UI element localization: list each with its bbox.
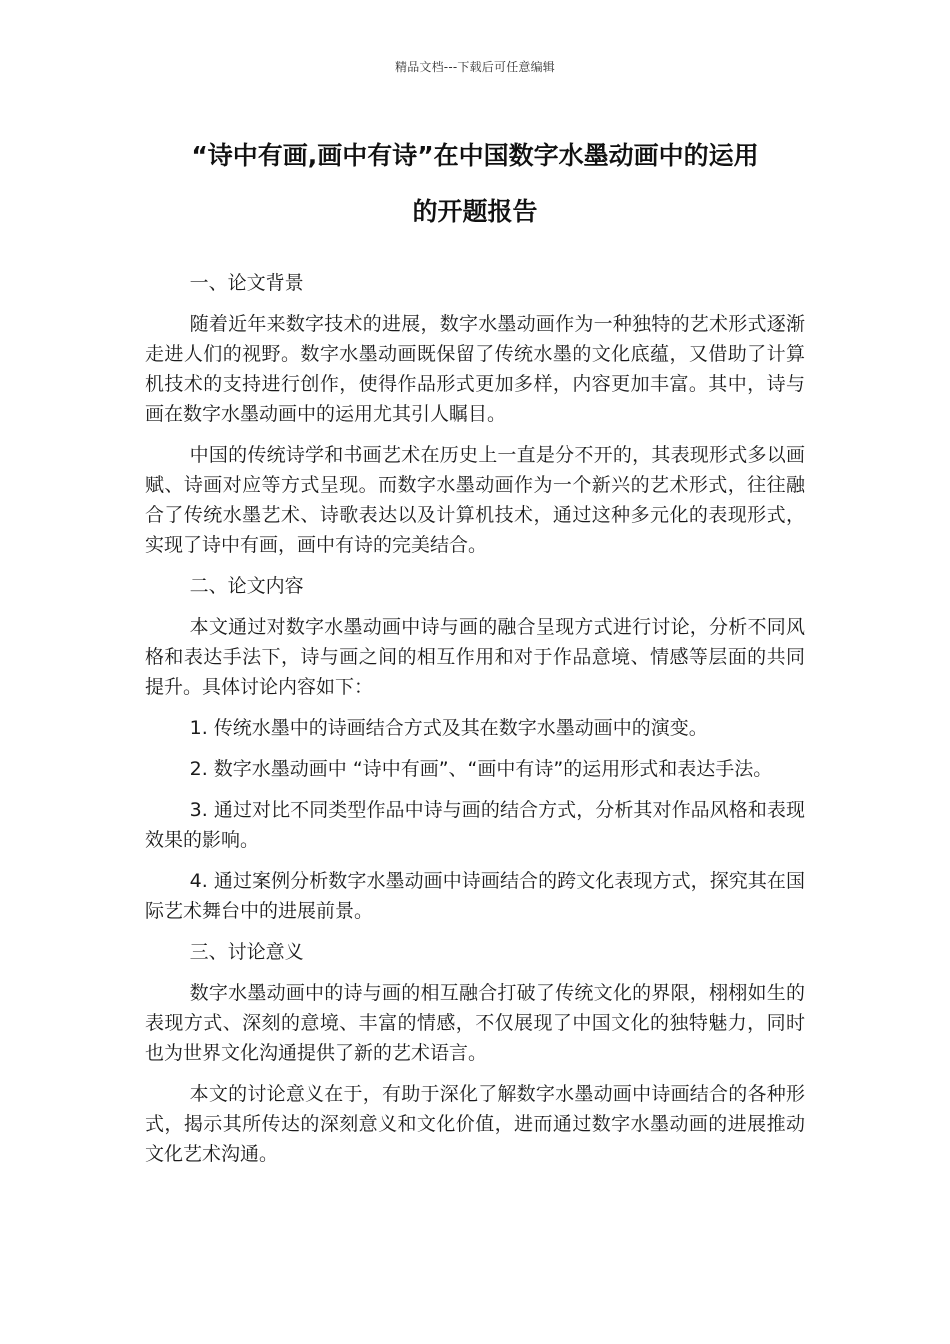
section-heading-significance: 三、讨论意义 (189, 941, 304, 963)
section-heading-content: 二、论文内容 (189, 575, 304, 597)
document-body (145, 268, 805, 1180)
document-title-line-1: “诗中有画,画中有诗”在中国数字水墨动画中的运用 (191, 141, 759, 170)
list-item: 2. 数字水墨动画中 “诗中有画”、“画中有诗”的运用形式和表达手法。 (189, 758, 773, 780)
page-header-note: 精品文档---下载后可任意编辑 (395, 60, 555, 74)
section-heading-background: 一、论文背景 (189, 272, 304, 294)
list-item: 1. 传统水墨中的诗画结合方式及其在数字水墨动画中的演变。 (189, 717, 708, 739)
document-title-line-2: 的开题报告 (412, 197, 538, 226)
list-item: 3. 通过对比不同类型作品中诗与画的结合方式，分析其对作品风格和表现效果的影响。 (145, 799, 805, 851)
body-paragraph: 本文通过对数字水墨动画中诗与画的融合呈现方式进行讨论，分析不同风格和表达手法下，诗与画之间的相互作用和对于作品意境、情感等层面的共同提升。具体讨论内容如下： (145, 616, 805, 698)
body-paragraph: 随着近年来数字技术的进展，数字水墨动画作为一种独特的艺术形式逐渐走进人们的视野。数字水墨动画既保留了传统水墨的文化底蕴，又借助了计算机技术的支持进行创作，使得作品形式更加多样，内容更加丰富。其中，诗与画在数字水墨动画中的运用尤其引人瞩目。 (145, 313, 805, 425)
body-paragraph: 数字水墨动画中的诗与画的相互融合打破了传统文化的界限，栩栩如生的表现方式、深刻的意境、丰富的情感，不仅展现了中国文化的独特魅力，同时也为世界文化沟通提供了新的艺术语言。 (145, 982, 805, 1064)
list-item: 4. 通过案例分析数字水墨动画中诗画结合的跨文化表现方式，探究其在国际艺术舞台中的进展前景。 (145, 870, 805, 922)
body-paragraph: 中国的传统诗学和书画艺术在历史上一直是分不开的，其表现形式多以画赋、诗画对应等方式呈现。而数字水墨动画作为一个新兴的艺术形式，往往融合了传统水墨艺术、诗歌表达以及计算机技术，通过这种多元化的表现形式，实现了诗中有画，画中有诗的完美结合。 (145, 444, 805, 556)
body-paragraph: 本文的讨论意义在于，有助于深化了解数字水墨动画中诗画结合的各种形式，揭示其所传达的深刻意义和文化价值，进而通过数字水墨动画的进展推动文化艺术沟通。 (145, 1083, 805, 1165)
document-title (120, 128, 830, 240)
